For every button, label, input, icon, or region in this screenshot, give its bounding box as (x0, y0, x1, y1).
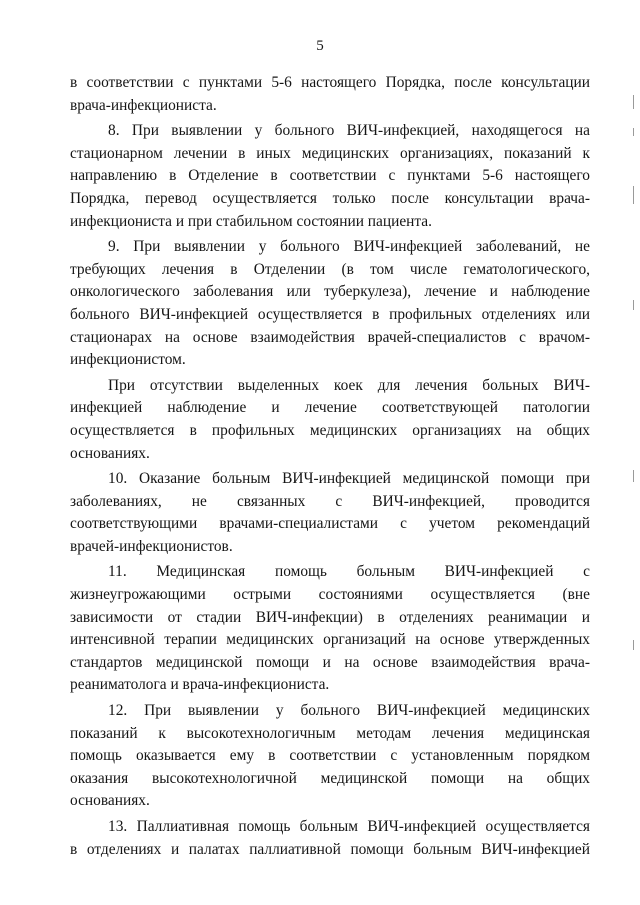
text-line: осуществляется в профильных медицинских организациях на общих (70, 421, 590, 439)
scan-edge-mark (633, 300, 634, 310)
text-line: 12. При выявлении у больного ВИЧ-инфекцией медицинских (108, 702, 590, 720)
scan-edge-mark (633, 128, 634, 136)
text-line: интенсивной терапии медицинских организаций на основе утвержденных (70, 631, 590, 649)
scan-edge-mark (633, 186, 634, 204)
paragraph (70, 236, 590, 372)
scan-edge-mark (633, 640, 634, 650)
paragraph (70, 700, 590, 813)
scan-edge-mark (633, 470, 634, 482)
text-line: требующих лечения в Отделении (в том числе гематологического, (70, 260, 590, 278)
paragraph (70, 72, 590, 117)
text-line: стационарах на основе взаимодействия врачей-специалистов с врачом- (70, 328, 590, 346)
text-line: инфекцией наблюдение и лечение соответствующей патологии (70, 399, 590, 417)
text-line: реаниматолога и врача-инфекциониста. (70, 676, 330, 694)
text-line: Порядка, перевод осуществляется только после консультации врача- (70, 189, 590, 207)
paragraph (70, 561, 590, 697)
paragraph (70, 120, 590, 233)
text-line: стандартов медицинской помощи и на основе взаимодействия врача- (70, 653, 590, 671)
text-line: врача-инфекциониста. (70, 96, 217, 114)
text-line: 10. Оказание больным ВИЧ-инфекцией медицинской помощи при (108, 470, 590, 488)
text-line: в отделениях и палатах паллиативной помощи больным ВИЧ-инфекцией (70, 840, 590, 858)
page-number: 5 (316, 38, 324, 54)
text-line: 13. Паллиативная помощь больным ВИЧ-инфекцией осуществляется (108, 818, 590, 835)
paragraph (70, 468, 590, 558)
text-line: помощь оказывается ему в соответствии с установленным порядком (70, 747, 590, 765)
text-line: зависимости от стадии ВИЧ-инфекции) в отделениях реанимации и (70, 608, 590, 626)
text-line: 11. Медицинская помощь больным ВИЧ-инфекцией с (108, 563, 590, 581)
text-line: стационарном лечении в иных медицинских организациях, показаний к (70, 144, 590, 162)
text-line: соответствующими врачами-специалистами с учетом рекомендаций (70, 515, 590, 533)
text-line: 9. При выявлении у больного ВИЧ-инфекцией заболеваний, не (108, 238, 590, 256)
text-line: больного ВИЧ-инфекцией осуществляется в профильных отделениях или (70, 305, 590, 323)
text-line: онкологического заболевания или туберкулеза), лечение и наблюдение (70, 283, 590, 301)
document-body (70, 72, 590, 861)
text-line: жизнеугрожающими острыми состояниями осуществляется (вне (70, 586, 590, 604)
text-line: инфекциониста и при стабильном состоянии пациента. (70, 212, 432, 230)
text-line: направлению в Отделение в соответствии с пунктами 5-6 настоящего (70, 167, 590, 185)
text-line: основаниях. (70, 444, 150, 462)
text-line: показаний к высокотехнологичным методам лечения медицинская (70, 724, 590, 742)
paragraph (70, 816, 590, 861)
scan-edge-mark (633, 95, 634, 109)
text-line: При отсутствии выделенных коек для лечения больных ВИЧ- (108, 376, 590, 394)
text-line: заболеваниях, не связанных с ВИЧ-инфекцией, проводится (70, 492, 590, 510)
text-line: основаниях. (70, 792, 150, 810)
text-line: врачей-инфекционистов. (70, 537, 233, 555)
text-line: 8. При выявлении у больного ВИЧ-инфекцией, находящегося на (108, 122, 590, 140)
text-line: инфекционистом. (70, 351, 186, 369)
text-line: в соответствии с пунктами 5-6 настоящего Порядка, после консультации (70, 74, 590, 91)
text-line: оказания высокотехнологичной медицинской помощи на общих (70, 769, 590, 787)
paragraph (70, 375, 590, 465)
